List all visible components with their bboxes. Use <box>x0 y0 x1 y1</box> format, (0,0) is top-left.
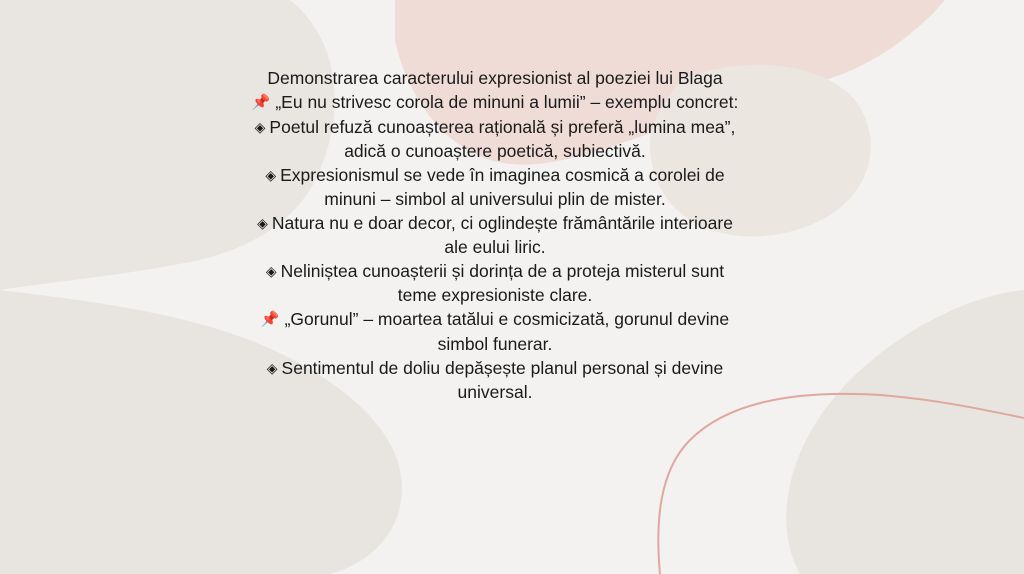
list-item <box>250 356 740 404</box>
list-item <box>250 163 740 211</box>
bullet-text: Natura nu e doar decor, ci oglindește frământările interioare ale eului liric. <box>271 213 733 257</box>
pushpin-icon: 📌 <box>260 311 280 328</box>
item1-heading: „Eu nu strivesc corola de minuni a lumii” – exemplu concret: <box>275 92 739 112</box>
slide-content <box>250 66 740 404</box>
diamond-bullet-icon: ◈ <box>265 167 277 183</box>
list-item <box>250 115 740 163</box>
list-item-pin <box>250 307 740 356</box>
blob-bottom-right <box>786 290 1024 574</box>
diamond-bullet-icon: ◈ <box>254 119 266 135</box>
list-item <box>250 259 740 307</box>
diamond-bullet-icon: ◈ <box>257 215 268 231</box>
diamond-bullet-icon: ◈ <box>265 263 277 279</box>
list-item <box>250 211 740 259</box>
bullet-text: Neliniștea cunoașterii și dorința de a proteja misterul sunt teme expresioniste clare. <box>280 261 725 305</box>
item2-heading: „Gorunul” – moartea tatălui e cosmicizată, gorunul devine simbol funerar. <box>284 309 730 354</box>
bullet-text: Poetul refuză cunoașterea rațională și preferă „lumina mea”, adică o cunoaștere poetică, subiectivă. <box>269 117 736 161</box>
slide-title: Demonstrarea caracterului expresionist al poeziei lui Blaga <box>267 68 723 88</box>
list-item-pin <box>250 90 740 115</box>
pushpin-icon: 📌 <box>251 94 271 111</box>
bullet-text: Sentimentul de doliu depășește planul personal și devine universal. <box>281 358 724 402</box>
diamond-bullet-icon: ◈ <box>266 360 278 376</box>
bullet-text: Expresionismul se vede în imaginea cosmică a corolei de minuni – simbol al universului plin de mister. <box>280 165 725 209</box>
